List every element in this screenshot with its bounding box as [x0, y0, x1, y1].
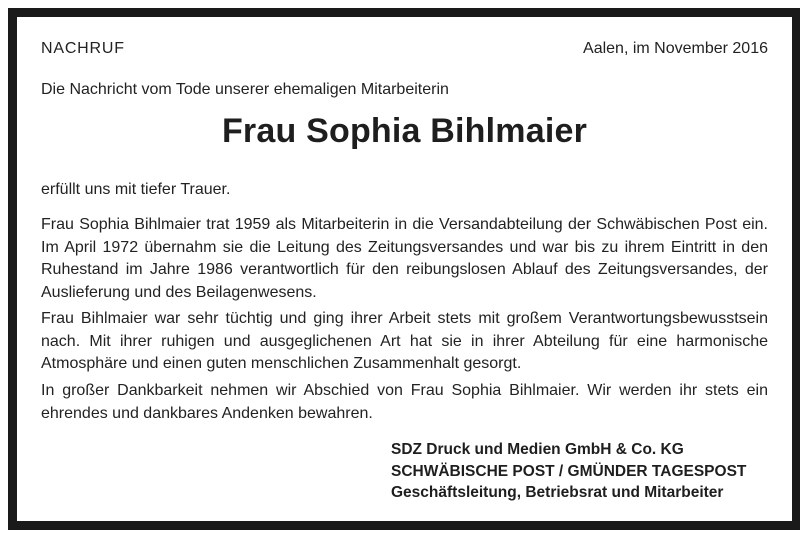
signature-staff: Geschäftsleitung, Betriebsrat und Mitarbeiter	[391, 484, 724, 501]
place-date: Aalen, im November 2016	[583, 40, 768, 57]
signature-company: SDZ Druck und Medien GmbH & Co. KG	[391, 441, 684, 458]
deceased-name: Frau Sophia Bihlmaier	[221, 112, 588, 150]
intro-text: Die Nachricht vom Tode unserer ehemaligen Mitarbeiterin	[41, 81, 449, 98]
notice-category: NACHRUF	[41, 40, 125, 57]
farewell-paragraph: In großer Dankbarkeit nehmen wir Abschied von Frau Sophia Bihlmaier. Wir werden ihr stets ein ehrendes und dankbares Andenken bewahren.	[41, 382, 768, 422]
mourning-text: erfüllt uns mit tiefer Trauer.	[41, 181, 231, 198]
signature-block	[391, 439, 746, 504]
obituary-notice	[8, 8, 800, 530]
appreciation-paragraph: Frau Bihlmaier war sehr tüchtig und ging ihrer Arbeit stets mit großem Verantwortungsbewusstsein nach. Mit ihrer ruhigen und ausgeglichenen Art hat sie in ihrer Abteilung für eine harmonische Atmosphäre und einen guten menschlichen Zusammenhalt gesorgt.	[41, 310, 768, 372]
obituary-content	[41, 17, 768, 521]
signature-newspapers: SCHWÄBISCHE POST / GMÜNDER TAGESPOST	[391, 462, 747, 480]
biography-paragraph: Frau Sophia Bihlmaier trat 1959 als Mitarbeiterin in die Versandabteilung der Schwäbischen Post ein. Im April 1972 übernahm sie die Leitung des Zeitungsversandes und war bis zu ihrem Eintritt in den Ruhestand im Jahre 1986 verantwortlich für den reibungslosen Ablauf des Zeitungsversandes, der Auslieferung und des Beilagenwesens.	[41, 216, 768, 301]
